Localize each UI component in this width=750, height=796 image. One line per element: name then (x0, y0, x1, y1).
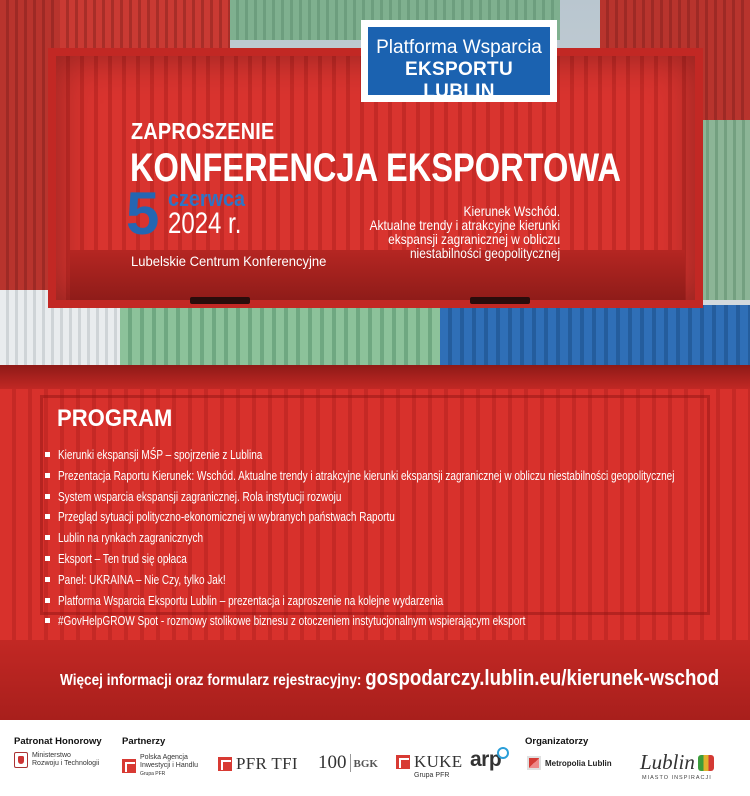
conference-topic (370, 204, 560, 260)
logo-line-1: Platforma Wsparcia (376, 37, 542, 58)
lublin-logo: Lublin MIASTO INSPIRACJI (640, 750, 714, 781)
bullet-icon (45, 473, 50, 478)
program-section (0, 365, 750, 720)
venue: Lubelskie Centrum Konferencyjne (131, 253, 327, 269)
logo-line-2: EKSPORTU LUBLIN (405, 59, 513, 102)
patronat-label: Patronat Honorowy (14, 736, 102, 747)
arp-ring-icon (497, 747, 509, 759)
invitation-label: ZAPROSZENIE (131, 118, 275, 144)
eagle-icon (14, 752, 28, 768)
container-scene (0, 0, 750, 365)
program-list (45, 445, 750, 632)
program-heading: PROGRAM (57, 405, 173, 432)
container-roof-shadow (0, 365, 750, 389)
background-container (700, 120, 750, 300)
background-container (60, 0, 230, 50)
bullet-icon (45, 514, 50, 519)
bullet-icon (45, 535, 50, 540)
topic-line: Aktualne trendy i atrakcyjne kierunki (369, 217, 560, 233)
program-item: Kierunki ekspansji MŚP – spojrzenie z Lublina (45, 445, 750, 466)
topic-line: niestabilności geopolitycznej (409, 245, 560, 261)
topic-line: ekspansji zagranicznej w obliczu (388, 231, 560, 247)
pfr-icon (396, 755, 410, 769)
pfr-tfi-logo: PFR TFI (218, 754, 298, 774)
bullet-icon (45, 452, 50, 457)
program-item: #GovHelpGROW Spot - rozmowy stolikowe biznesu z otoczeniem instytucjonalnym wspierającym eksport (45, 611, 750, 632)
pfr-icon (122, 759, 136, 773)
topic-line: Kierunek Wschód. (463, 203, 560, 219)
more-info (60, 665, 719, 691)
arp-logo: arp (470, 748, 509, 772)
program-item: System wsparcia ekspansji zagranicznej. Rola instytucji rozwoju (45, 487, 750, 508)
date-day: 5 (126, 180, 160, 247)
bullet-icon (45, 598, 50, 603)
partnerzy-label: Partnerzy (122, 736, 166, 747)
bgk-logo: 100 BGK (318, 752, 378, 773)
background-container (440, 305, 750, 365)
bullet-icon (45, 577, 50, 582)
bullet-icon (45, 556, 50, 561)
forklift-slot (470, 297, 530, 304)
platform-logo (361, 20, 557, 102)
bullet-icon (45, 618, 50, 623)
program-item: Prezentacja Raportu Kierunek: Wschód. Aktualne trendy i atrakcyjne kierunki ekspansji zagranicznej w obliczu niestabilności geopolitycznej (45, 466, 750, 487)
registration-link[interactable]: gospodarczy.lublin.eu/kierunek-wschod (365, 665, 720, 690)
background-container (120, 305, 440, 365)
pfr-icon (218, 757, 232, 771)
more-info-label: Więcej informacji oraz formularz rejestracyjny: (60, 672, 362, 689)
sponsors-bar (0, 720, 750, 796)
metropolia-icon (527, 756, 541, 770)
organizatorzy-label: Organizatorzy (525, 736, 589, 747)
bullet-icon (45, 494, 50, 499)
program-item: Eksport – Ten trud się opłaca (45, 549, 750, 570)
kuke-logo: KUKE Grupa PFR (396, 752, 462, 780)
pai-logo: Polska Agencja Inwestycji i Handlu Grupa PFR (122, 754, 198, 778)
metropolia-logo: Metropolia Lublin (527, 756, 612, 770)
program-item: Lublin na rynkach zagranicznych (45, 528, 750, 549)
date-year: 2024 r. (168, 207, 242, 240)
program-item: Panel: UKRAINA – Nie Czy, tylko Jak! (45, 570, 750, 591)
lublin-mark-icon (698, 755, 714, 771)
program-item: Przegląd sytuacji polityczno-ekonomicznej w wybranych państwach Raportu (45, 507, 750, 528)
program-item: Platforma Wsparcia Eksportu Lublin – prezentacja i zaproszenie na kolejne wydarzenia (45, 591, 750, 612)
ministerstwo-logo: Ministerstwo Rozwoju i Technologii (14, 752, 99, 768)
date-month: czerwca (168, 186, 246, 211)
forklift-slot (190, 297, 250, 304)
conference-title: KONFERENCJA EKSPORTOWA (130, 146, 621, 190)
